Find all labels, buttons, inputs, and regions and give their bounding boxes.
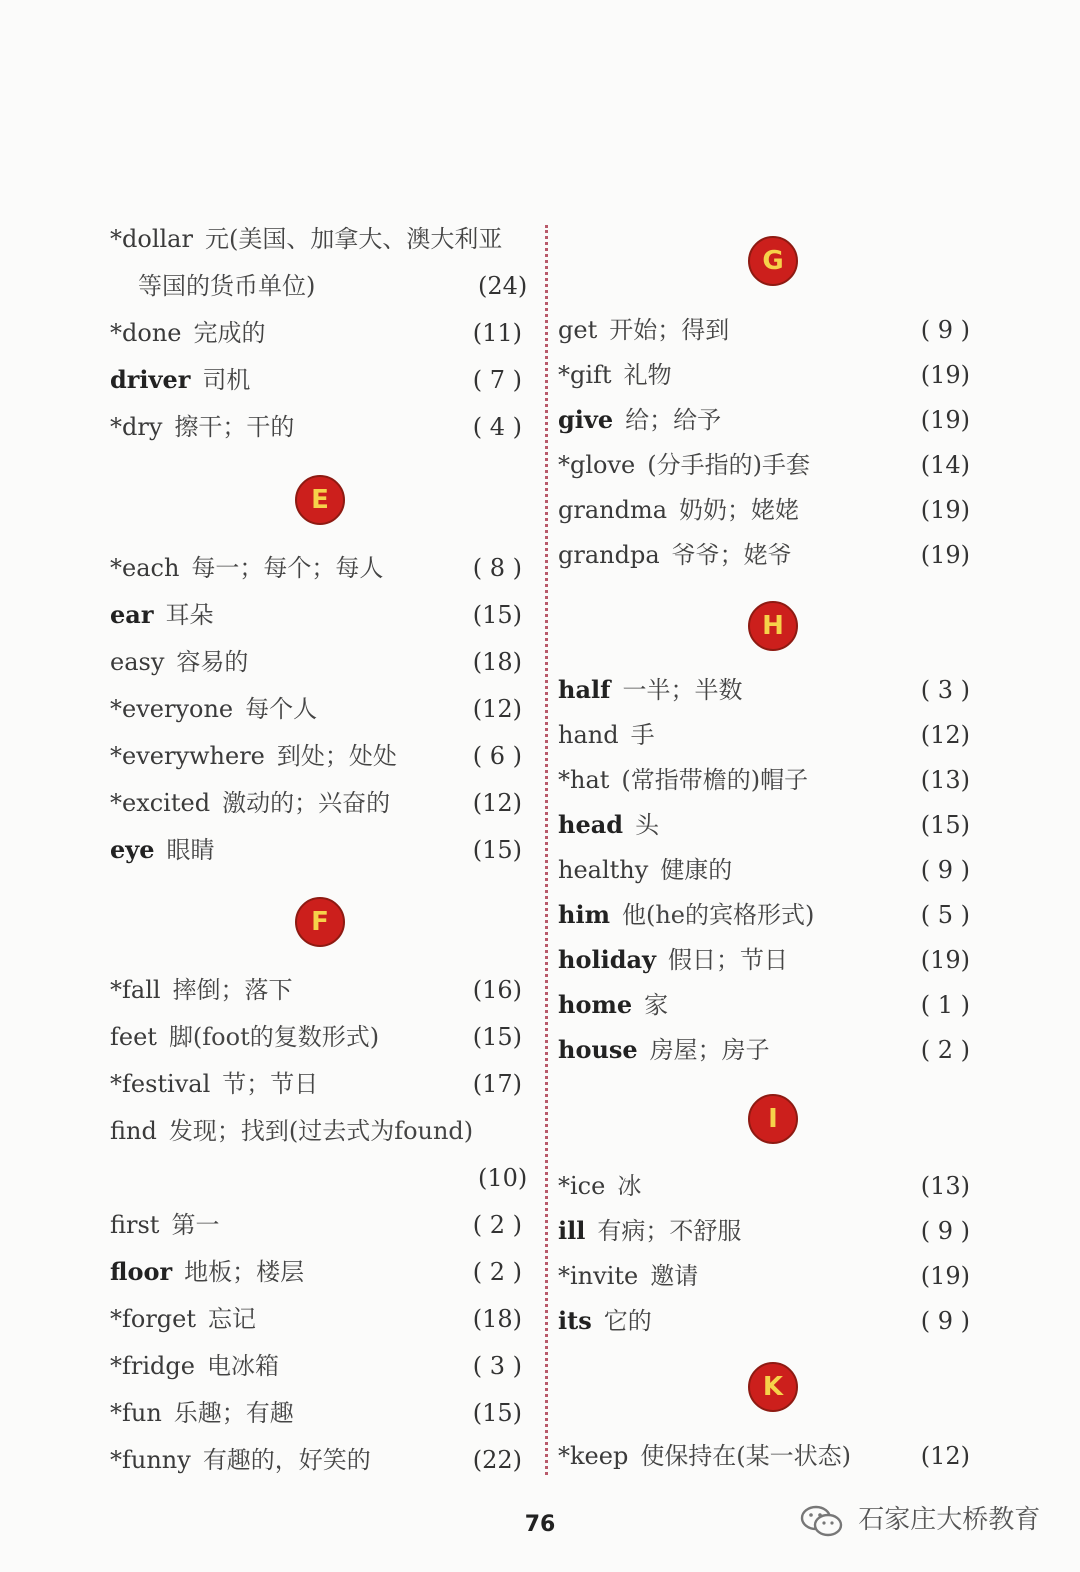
entry-word: ill — [558, 1216, 586, 1245]
entry-meaning: 开始；得到 — [609, 316, 730, 344]
entry-number: (15) — [472, 1399, 522, 1427]
entry-row — [110, 1438, 522, 1482]
entry-word: *gift — [558, 361, 612, 389]
entry-number: ( 9 ) — [920, 1307, 970, 1335]
entry-number: ( 7 ) — [472, 366, 522, 394]
entry-row — [110, 1250, 522, 1294]
entry-number: (18) — [472, 1305, 522, 1333]
entry-word: *done — [110, 319, 182, 347]
entry-word: *fun — [110, 1399, 162, 1427]
entry-number: (19) — [920, 361, 970, 389]
entry-row — [558, 353, 970, 397]
entry-row — [558, 1164, 970, 1208]
entry-number: ( 4 ) — [472, 413, 522, 441]
entry-meaning: 元(美国、加拿大、澳大利亚 — [204, 225, 503, 253]
entry-meaning: 每一；每个；每人 — [191, 554, 384, 582]
entry-meaning: 有趣的，好笑的 — [202, 1446, 371, 1474]
section-letter-badge: H — [748, 601, 798, 651]
entry-word: its — [558, 1306, 592, 1335]
entry-meaning: 完成的 — [193, 319, 266, 347]
entry-row — [110, 1109, 522, 1153]
entry-word: find — [110, 1117, 157, 1145]
entry-word: healthy — [558, 856, 649, 884]
entry-row — [558, 893, 970, 937]
entry-word: grandpa — [558, 541, 660, 569]
entry-meaning: 家 — [644, 991, 669, 1019]
entry-word: *fall — [110, 976, 161, 1004]
entry-meaning: 电冰箱 — [206, 1352, 279, 1380]
entry-meaning: 忘记 — [208, 1305, 257, 1333]
section-letter-badge: F — [295, 897, 345, 947]
entry-number: ( 1 ) — [920, 991, 970, 1019]
entry-meaning: 司机 — [202, 366, 251, 394]
entry-meaning: 一半；半数 — [622, 676, 743, 704]
column-divider — [545, 225, 548, 1475]
entry-row — [110, 1391, 522, 1435]
entry-row — [110, 217, 522, 261]
entry-number: (19) — [920, 1262, 970, 1290]
entry-number: (19) — [920, 496, 970, 524]
entry-number: (18) — [472, 648, 522, 676]
entry-row — [558, 668, 970, 712]
entry-word: *festival — [110, 1070, 211, 1098]
entry-row — [558, 803, 970, 847]
entry-meaning: 第一 — [171, 1211, 220, 1239]
entry-meaning: 冰 — [617, 1172, 642, 1200]
entry-row — [558, 1028, 970, 1072]
entry-meaning: (分手指的)手套 — [647, 451, 810, 479]
entry-meaning: 眼睛 — [166, 836, 215, 864]
entry-word: feet — [110, 1023, 157, 1051]
entry-meaning: 头 — [635, 811, 660, 839]
entry-meaning: 他(he的宾格形式) — [621, 901, 815, 929]
entry-word: hand — [558, 721, 619, 749]
entry-word: *forget — [110, 1305, 197, 1333]
entry-number: (11) — [472, 319, 522, 347]
entry-row — [558, 398, 970, 442]
entry-row — [110, 358, 522, 402]
entry-meaning: 使保持在(某一状态) — [640, 1442, 852, 1470]
entry-row — [110, 640, 522, 684]
entry-row — [558, 1254, 970, 1298]
entry-row — [110, 546, 522, 590]
entry-meaning: 假日；节日 — [667, 946, 788, 974]
entry-number: ( 9 ) — [920, 856, 970, 884]
entry-number: ( 5 ) — [920, 901, 970, 929]
section-letter-badge: I — [748, 1094, 798, 1144]
entry-meaning: 脚(foot的复数形式) — [168, 1023, 380, 1051]
entry-number: ( 2 ) — [472, 1211, 522, 1239]
entry-word: head — [558, 810, 624, 839]
entry-row — [558, 983, 970, 1027]
entry-word: *everywhere — [110, 742, 265, 770]
entry-meaning: 地板；楼层 — [184, 1258, 305, 1286]
entry-number: ( 9 ) — [920, 1217, 970, 1245]
entry-number: (12) — [472, 695, 522, 723]
entry-row — [558, 488, 970, 532]
entry-meaning: 房屋；房子 — [649, 1036, 770, 1064]
entry-meaning: 擦干；干的 — [174, 413, 295, 441]
entry-number: (13) — [920, 766, 970, 794]
watermark — [800, 1500, 1040, 1540]
entry-word: *excited — [110, 789, 211, 817]
entry-row — [110, 1344, 522, 1388]
entry-number: (15) — [920, 811, 970, 839]
section-letter-badge: G — [748, 236, 798, 286]
entry-number: (14) — [920, 451, 970, 479]
entry-number: (12) — [472, 789, 522, 817]
entry-meaning: 给；给予 — [625, 406, 722, 434]
entry-word: ear — [110, 600, 154, 629]
entry-row — [110, 687, 522, 731]
entry-number: (15) — [472, 1023, 522, 1051]
entry-meaning: 节；节日 — [222, 1070, 319, 1098]
entry-meaning: 摔倒；落下 — [172, 976, 293, 1004]
entry-row — [558, 848, 970, 892]
entry-number: (19) — [920, 946, 970, 974]
entry-number: ( 8 ) — [472, 554, 522, 582]
entry-number: ( 9 ) — [920, 316, 970, 344]
entry-number: (24) — [478, 272, 528, 300]
entry-word: holiday — [558, 945, 656, 974]
entry-number: ( 3 ) — [920, 676, 970, 704]
entry-meaning: 每个人 — [245, 695, 318, 723]
entry-row — [558, 308, 970, 352]
entry-row — [110, 781, 522, 825]
entry-word: *invite — [558, 1262, 639, 1290]
entry-number: (12) — [920, 1442, 970, 1470]
entry-row — [110, 311, 522, 355]
entry-number: (22) — [472, 1446, 522, 1474]
entry-word: grandma — [558, 496, 668, 524]
entry-word: *hat — [558, 766, 610, 794]
page-number: 76 — [524, 1512, 556, 1537]
entry-meaning: 奶奶；姥姥 — [679, 496, 800, 524]
entry-row — [558, 443, 970, 487]
section-letter-badge: E — [295, 475, 345, 525]
entry-word: *ice — [558, 1172, 606, 1200]
entry-meaning-continued: 等国的货币单位) — [138, 272, 316, 300]
entry-word: eye — [110, 835, 155, 864]
entry-meaning: 到处；处处 — [276, 742, 397, 770]
entry-word: house — [558, 1035, 638, 1064]
wechat-icon — [800, 1504, 844, 1538]
entry-row — [558, 1299, 970, 1343]
entry-word: *fridge — [110, 1352, 195, 1380]
entry-number: (16) — [472, 976, 522, 1004]
entry-number: ( 2 ) — [920, 1036, 970, 1064]
entry-meaning: 容易的 — [176, 648, 249, 676]
entry-word: *keep — [558, 1442, 629, 1470]
entry-row — [110, 828, 522, 872]
entry-number: (19) — [920, 541, 970, 569]
entry-number: (13) — [920, 1172, 970, 1200]
entry-row — [110, 968, 522, 1012]
entry-word: easy — [110, 648, 165, 676]
entry-continuation — [138, 264, 528, 308]
entry-meaning: (常指带檐的)帽子 — [621, 766, 809, 794]
entry-meaning: 爷爷；姥爷 — [671, 541, 792, 569]
entry-row — [558, 713, 970, 757]
entry-number: (15) — [472, 836, 522, 864]
entry-word: first — [110, 1211, 160, 1239]
entry-row — [110, 593, 522, 637]
entry-meaning: 手 — [630, 721, 655, 749]
entry-meaning: 激动的；兴奋的 — [222, 789, 391, 817]
entry-row — [558, 1434, 970, 1478]
entry-row — [558, 1209, 970, 1253]
entry-word: *dollar — [110, 225, 193, 253]
entry-meaning: 它的 — [603, 1307, 652, 1335]
entry-word: *each — [110, 554, 180, 582]
entry-meaning: 有病；不舒服 — [597, 1217, 742, 1245]
entry-row — [110, 1062, 522, 1106]
entry-word: give — [558, 405, 614, 434]
entry-word: get — [558, 316, 598, 344]
entry-word: floor — [110, 1257, 173, 1286]
entry-row — [558, 758, 970, 802]
entry-word: him — [558, 900, 610, 929]
entry-row — [558, 533, 970, 577]
entry-number: (12) — [920, 721, 970, 749]
entry-row — [110, 1203, 522, 1247]
entry-meaning: 健康的 — [660, 856, 733, 884]
watermark-text: 石家庄大桥教育 — [858, 1505, 1041, 1535]
entry-row — [110, 734, 522, 778]
entry-number: ( 2 ) — [472, 1258, 522, 1286]
entry-word: driver — [110, 365, 191, 394]
entry-row — [110, 1015, 522, 1059]
entry-word: *dry — [110, 413, 163, 441]
entry-word: *funny — [110, 1446, 191, 1474]
entry-number: (19) — [920, 406, 970, 434]
entry-row — [110, 1297, 522, 1341]
entry-number: (10) — [478, 1164, 528, 1192]
entry-number: ( 6 ) — [472, 742, 522, 770]
entry-word: *everyone — [110, 695, 234, 723]
entry-meaning: 邀请 — [650, 1262, 699, 1290]
entry-number: ( 3 ) — [472, 1352, 522, 1380]
entry-word: home — [558, 990, 633, 1019]
entry-word: *glove — [558, 451, 636, 479]
entry-row — [110, 405, 522, 449]
entry-meaning: 发现；找到(过去式为found) — [168, 1117, 474, 1145]
entry-number: (15) — [472, 601, 522, 629]
section-letter-badge: K — [748, 1362, 798, 1412]
entry-meaning: 礼物 — [623, 361, 672, 389]
entry-meaning: 乐趣；有趣 — [173, 1399, 294, 1427]
entry-number: (17) — [472, 1070, 522, 1098]
entry-row — [558, 938, 970, 982]
entry-word: half — [558, 675, 611, 704]
entry-meaning: 耳朵 — [165, 601, 214, 629]
